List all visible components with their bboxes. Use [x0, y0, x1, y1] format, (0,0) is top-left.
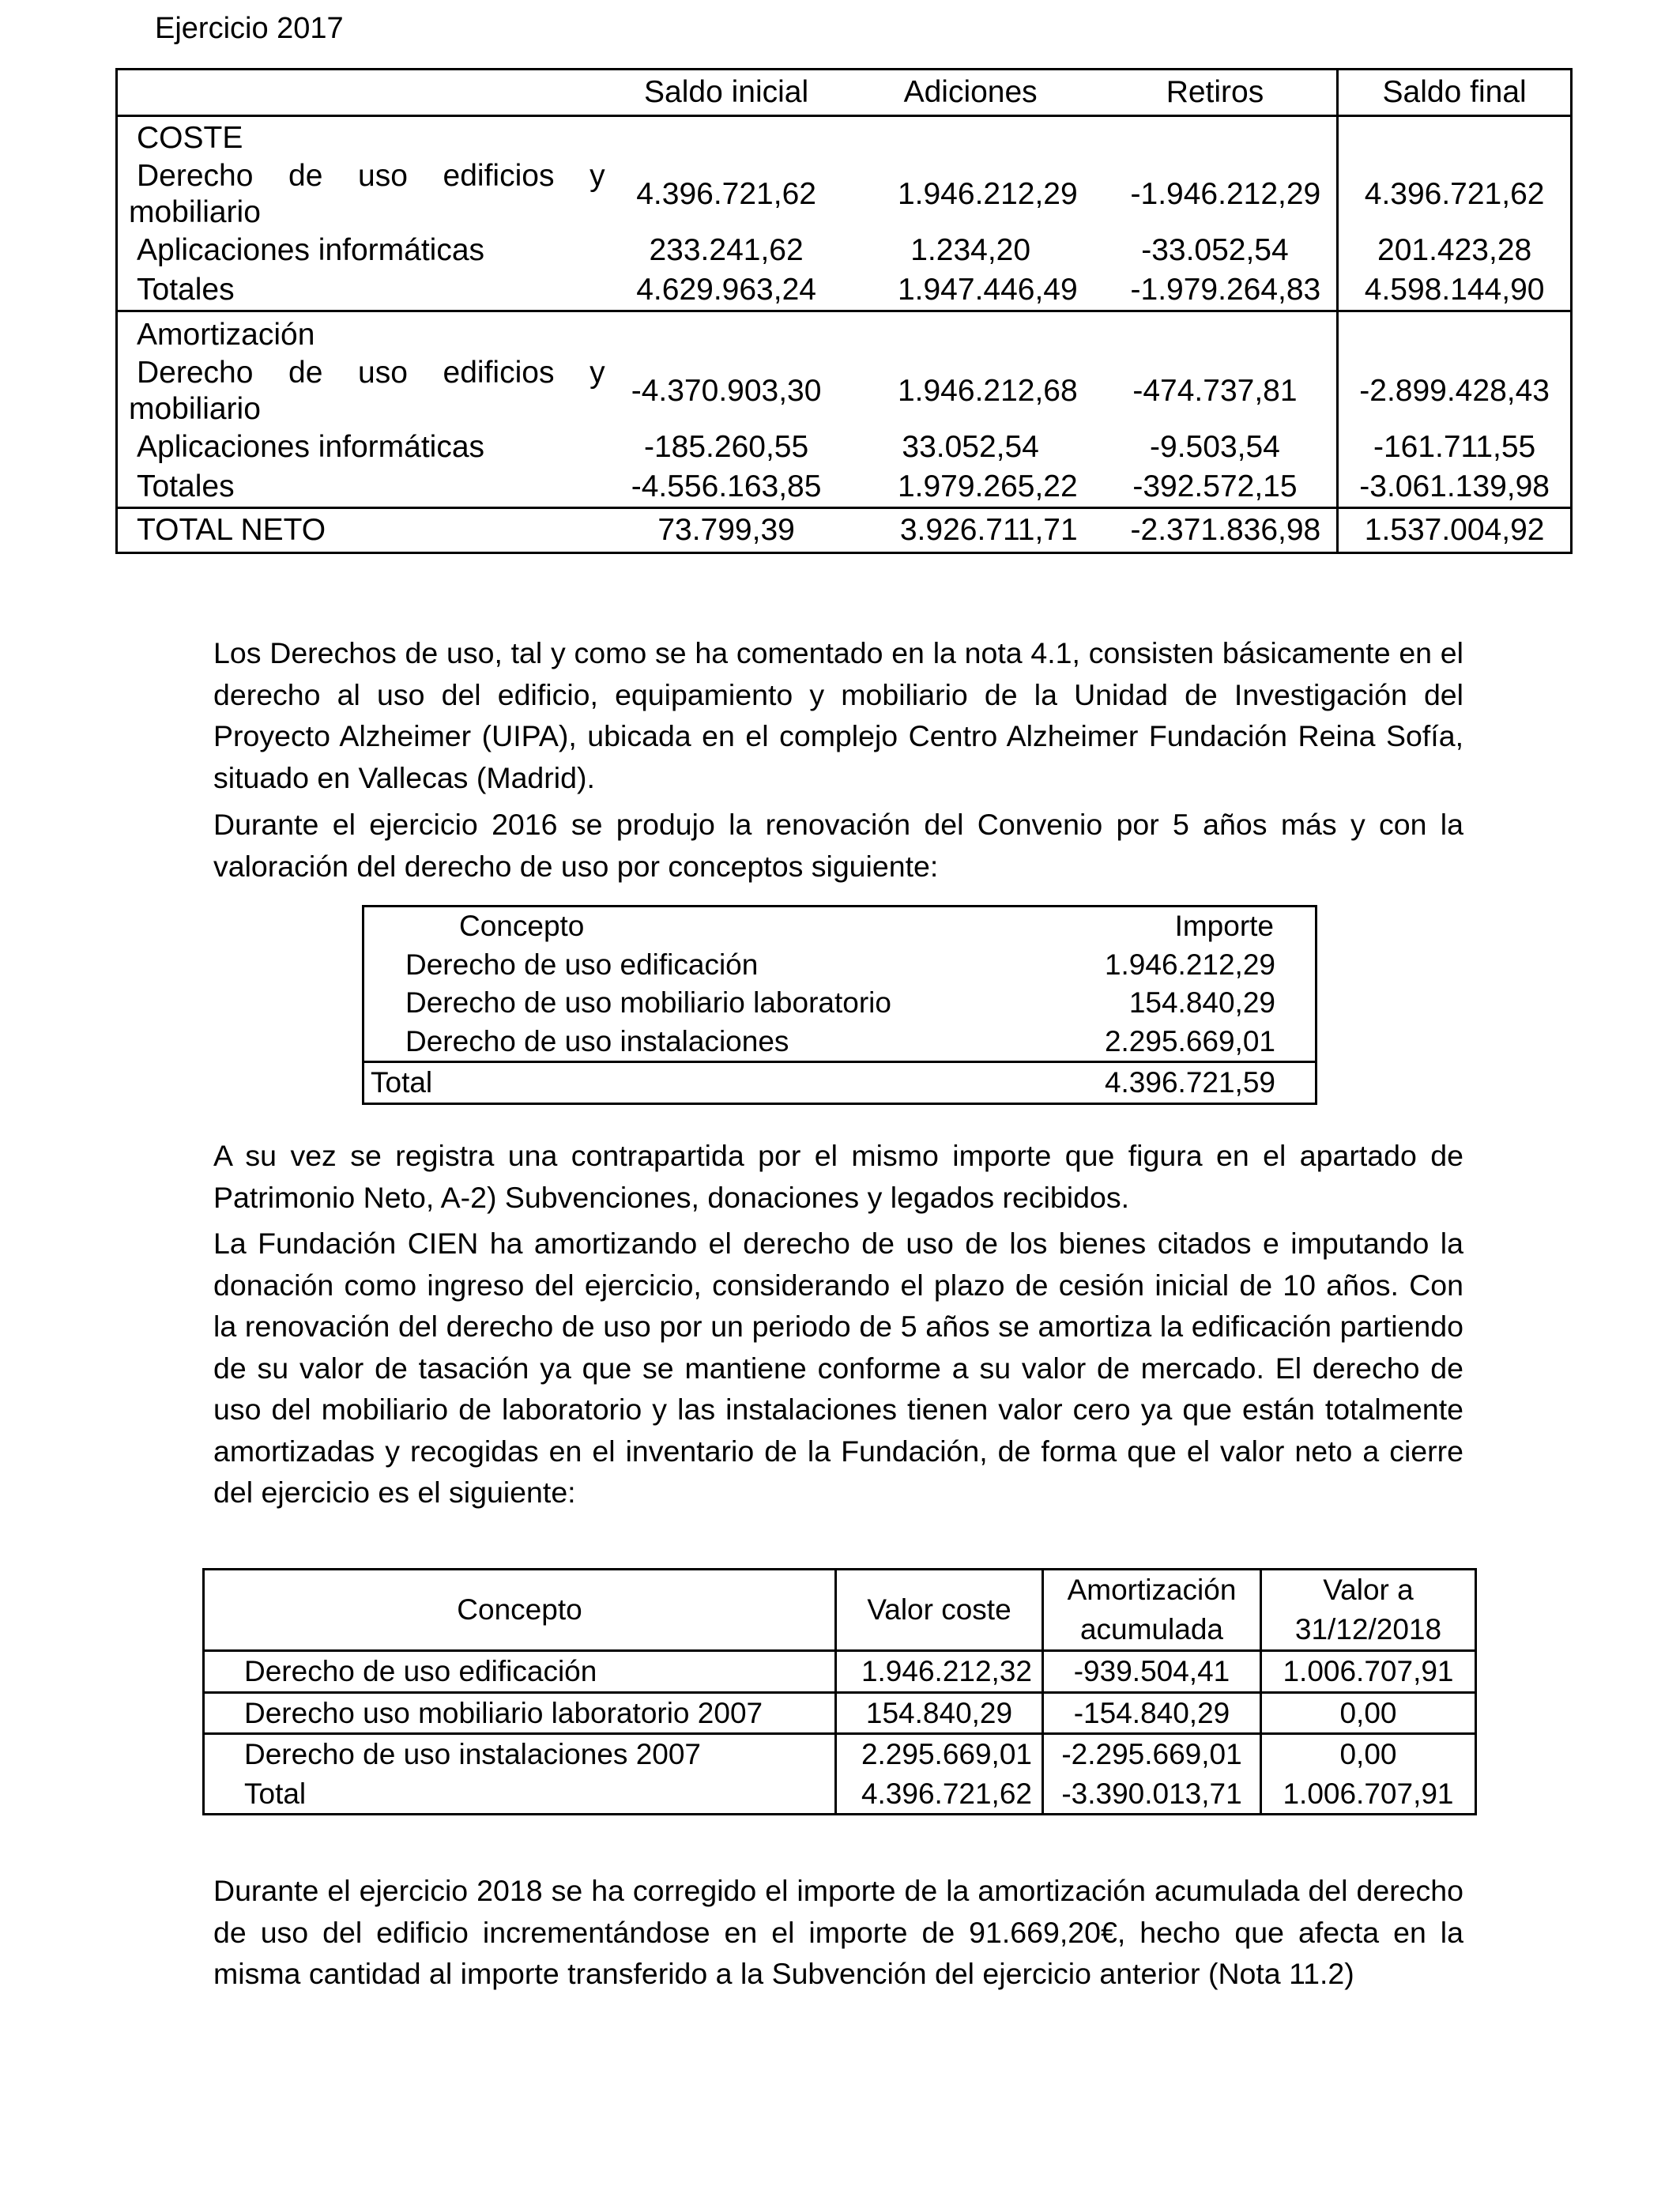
header-valor-line-2: 31/12/2018: [1294, 1613, 1442, 1646]
row-label: TOTAL NETO: [137, 513, 326, 547]
row-label: Aplicaciones informáticas: [137, 430, 485, 464]
header-retiros: Retiros: [1094, 70, 1338, 116]
row-label-line-2: mobiliario: [129, 392, 261, 426]
cell-total-label: Total: [363, 1062, 1011, 1104]
net-value-table: [202, 1568, 1477, 1815]
cell-retiros: -2.371.836,98: [1130, 513, 1321, 547]
cell-adiciones: 1.979.265,22: [848, 467, 1094, 508]
header-saldo-final: Saldo final: [1338, 70, 1572, 116]
header-adiciones: Adiciones: [848, 70, 1094, 116]
totals-row: [117, 467, 1572, 508]
table-row: [204, 1734, 1476, 1774]
cell-saldo-inicial: 73.799,39: [657, 513, 795, 547]
header-amortizacion: [1043, 1570, 1261, 1651]
table-header-row: [204, 1570, 1476, 1651]
cell-adiciones: 33.052,54: [902, 430, 1039, 464]
cell-adiciones: 3.926.711,71: [899, 513, 1078, 547]
totals-row: [363, 1062, 1317, 1104]
table-header-row: [363, 907, 1317, 946]
cell-retiros: -1.946.212,29: [1130, 177, 1321, 211]
header-valor-coste: Valor coste: [836, 1570, 1043, 1651]
table-row: [117, 355, 1572, 428]
table-row: [117, 231, 1572, 270]
header-valor: [1261, 1570, 1476, 1651]
cell-valor: 0,00: [1261, 1692, 1476, 1734]
cell-valor-coste: 2.295.669,01: [836, 1734, 1043, 1774]
table-row: [363, 1023, 1317, 1062]
cell-saldo-inicial: 4.396.721,62: [636, 177, 816, 211]
table-row: [204, 1651, 1476, 1693]
cell-valor-coste: 1.946.212,32: [836, 1651, 1043, 1693]
row-label: Aplicaciones informáticas: [137, 233, 485, 267]
cell-concepto: Total: [244, 1777, 307, 1810]
cell-saldo-final: -161.711,55: [1338, 428, 1572, 467]
cell-retiros: -1.979.264,83: [1094, 270, 1338, 311]
header-concepto: Concepto: [459, 910, 585, 942]
header-concepto: Concepto: [204, 1570, 836, 1651]
table-row: [117, 158, 1572, 231]
header-valor-line-1: Valor a: [1323, 1574, 1414, 1606]
cell-adiciones: 1.946.212,68: [897, 374, 1078, 408]
concept-value-table: [362, 905, 1317, 1105]
cell-concepto: Derecho de uso mobiliario laboratorio: [405, 986, 891, 1019]
cell-saldo-inicial: 4.629.963,24: [605, 270, 848, 311]
cell-concepto: Derecho de uso instalaciones 2007: [244, 1738, 701, 1770]
cell-total-value: 4.396.721,59: [1011, 1062, 1317, 1104]
cell-saldo-inicial: -185.260,55: [644, 430, 809, 464]
cell-importe: 1.946.212,29: [1104, 948, 1275, 981]
row-label: Totales: [117, 270, 605, 311]
movements-table: [115, 68, 1573, 554]
paragraph-derechos-uso: Los Derechos de uso, tal y como se ha comentado en la nota 4.1, consisten básicamente en el derecho al uso del edificio, equipamiento y mobiliario de la Unidad de Investigación del Proyecto Alzheimer (UIPA), ubicada en el complejo Centro Alzheimer Fundación Reina Sofía, situado en Vallecas (Madrid).: [213, 636, 1463, 794]
row-label-line-1: Derecho de uso edificios y: [137, 356, 605, 390]
section-title-row: [117, 116, 1572, 159]
cell-saldo-final: 201.423,28: [1338, 231, 1572, 270]
cell-saldo-final: 4.598.144,90: [1338, 270, 1572, 311]
cell-valor: 1.006.707,91: [1261, 1774, 1476, 1815]
cell-saldo-inicial: -4.556.163,85: [605, 467, 848, 508]
cell-amortizacion: -154.840,29: [1043, 1692, 1261, 1734]
header-empty: [117, 70, 605, 116]
cell-concepto: Derecho de uso instalaciones: [405, 1024, 789, 1057]
cell-concepto: Derecho de uso edificación: [244, 1655, 597, 1687]
row-label: Totales: [117, 467, 605, 508]
cell-amortizacion: -939.504,41: [1043, 1651, 1261, 1693]
row-label: [117, 355, 605, 428]
cell-adiciones: 1.946.212,29: [897, 177, 1078, 211]
paragraph-contrapartida: A su vez se registra una contrapartida por el mismo importe que figura en el apartado de Patrimonio Neto, A-2) Subvenciones, donaciones y legados recibidos.: [213, 1139, 1463, 1214]
cell-valor: 1.006.707,91: [1261, 1651, 1476, 1693]
totals-row: [204, 1774, 1476, 1815]
cell-saldo-inicial: 233.241,62: [649, 233, 804, 267]
header-importe: Importe: [1174, 910, 1274, 942]
cell-valor: 0,00: [1261, 1734, 1476, 1774]
table-row: [117, 428, 1572, 467]
cell-importe: 154.840,29: [1128, 986, 1275, 1019]
table-row: [363, 946, 1317, 985]
row-label-line-1: Derecho de uso edificios y: [137, 159, 605, 193]
cell-saldo-final: 1.537.004,92: [1338, 508, 1572, 553]
row-label-line-2: mobiliario: [129, 195, 261, 229]
header-saldo-inicial: Saldo inicial: [605, 70, 848, 116]
cell-concepto: Derecho de uso edificación: [405, 948, 759, 981]
cell-valor-coste: 4.396.721,62: [836, 1774, 1043, 1815]
table-row: [204, 1692, 1476, 1734]
cell-amortizacion: -2.295.669,01: [1043, 1734, 1261, 1774]
cell-adiciones: 1.234,20: [910, 233, 1031, 267]
cell-concepto: Derecho uso mobiliario laboratorio 2007: [244, 1696, 763, 1729]
row-label: [117, 158, 605, 231]
table-row: [363, 984, 1317, 1023]
cell-importe: 2.295.669,01: [1104, 1024, 1275, 1057]
table-header-row: [117, 70, 1572, 116]
cell-saldo-final: -3.061.139,98: [1338, 467, 1572, 508]
cell-retiros: -9.503,54: [1150, 430, 1280, 464]
paragraph-renovacion: Durante el ejercicio 2016 se produjo la renovación del Convenio por 5 años más y con la valoración del derecho de uso por conceptos siguiente:: [213, 808, 1463, 883]
grand-total-row: [117, 508, 1572, 553]
cell-saldo-final: -2.899.428,43: [1338, 355, 1572, 428]
section-title-amortizacion: Amortización: [137, 318, 315, 352]
header-amortizacion-line-1: Amortización: [1067, 1574, 1237, 1606]
cell-amortizacion: -3.390.013,71: [1043, 1774, 1261, 1815]
table-caption: Ejercicio 2017: [155, 12, 344, 45]
cell-retiros: -33.052,54: [1141, 233, 1289, 267]
cell-saldo-final: 4.396.721,62: [1338, 158, 1572, 231]
cell-valor-coste: 154.840,29: [836, 1692, 1043, 1734]
cell-retiros: -392.572,15: [1094, 467, 1338, 508]
paragraph-correccion-2018: Durante el ejercicio 2018 se ha corregido el importe de la amortización acumulada del derecho de uso del edificio incrementándose en el importe de 91.669,20€, hecho que afecta en la misma cantidad al importe transferido a la Subvención del ejercicio anterior (Nota 11.2): [213, 1874, 1463, 1990]
totals-row: [117, 270, 1572, 311]
cell-saldo-inicial: -4.370.903,30: [631, 374, 822, 408]
cell-adiciones: 1.947.446,49: [848, 270, 1094, 311]
section-title-coste: COSTE: [137, 121, 243, 155]
cell-retiros: -474.737,81: [1132, 374, 1298, 408]
section-title-row: [117, 311, 1572, 356]
header-amortizacion-line-2: acumulada: [1079, 1613, 1223, 1646]
paragraph-amortizacion: La Fundación CIEN ha amortizando el derecho de uso de los bienes citados e imputando la donación como ingreso del ejercicio, considerando el plazo de cesión inicial de 10 años. Con la renovación del derecho de uso por un periodo de 5 años se amortiza la edificación partiendo de su valor de tasación ya que se mantiene conforme a su valor de mercado. El derecho de uso del mobiliario de laboratorio y las instalaciones tienen valor cero ya que están totalmente amortizadas y recogidas en el inventario de la Fundación, de forma que el valor neto a cierre del ejercicio es el siguiente:: [213, 1227, 1463, 1509]
